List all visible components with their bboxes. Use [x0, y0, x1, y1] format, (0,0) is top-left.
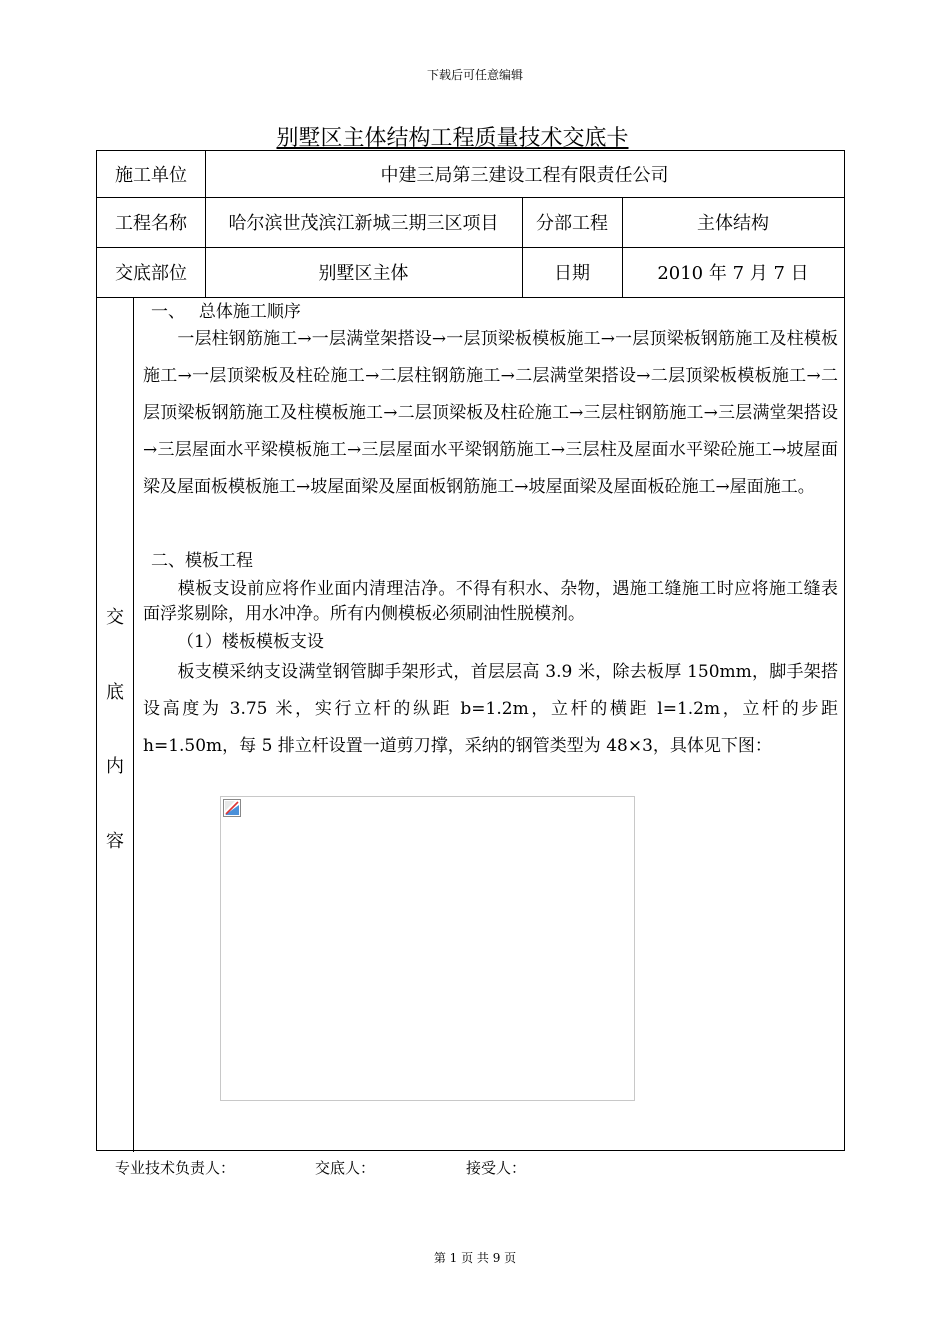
section2-text: 模板支设前应将作业面内清理洁净。不得有积水、杂物，遇施工缝施工时应将施工缝表面浮浆剔除，用水冲净。所有内侧模板必须刷油性脱模剂。: [143, 579, 838, 624]
tech-lead-signature: 专业技术负责人：: [115, 1159, 236, 1177]
sub-project-value: 主体结构: [697, 213, 769, 234]
date-label: 日期: [554, 263, 590, 284]
section2-heading: 二、模板工程: [151, 551, 253, 571]
side-label-char: 交: [106, 607, 124, 628]
side-label-char: 底: [106, 682, 124, 703]
header-note: 下载后可任意编辑: [426, 68, 523, 82]
section1-text: 一层柱钢筋施工→一层满堂架搭设→一层顶梁板模板施工→一层顶梁板钢筋施工及柱模板施工→一层顶梁板及柱砼施工→二层柱钢筋施工→二层满堂架搭设→二层顶梁板模板施工→二层顶梁板钢筋施工及柱模板施工→二层顶梁板及柱砼施工→三层柱钢筋施工→三层满堂架搭设→三层屋面水平梁模板施工→三层屋面水平梁钢筋施工→三层柱及屋面水平梁砼施工→坡屋面梁及屋面板模板施工→坡屋面梁及屋面板钢筋施工→坡屋面梁及屋面板砼施工→屋面施工。: [143, 329, 838, 497]
disclosure-table: [96, 150, 845, 1151]
sub-project-label: 分部工程: [536, 213, 608, 234]
page-title: 别墅区主体结构工程质量技术交底卡: [276, 126, 629, 151]
project-name-label: 工程名称: [115, 213, 187, 234]
discloser-signature: 交底人：: [315, 1159, 376, 1177]
receiver-signature: 接受人：: [466, 1159, 527, 1177]
page-number: 第 1 页 共 9 页: [433, 1251, 517, 1265]
section1-heading: 一、 总体施工顺序: [151, 302, 301, 322]
side-label-char: 内: [106, 756, 124, 777]
broken-image-icon: [223, 799, 241, 817]
side-label-char: 容: [106, 831, 124, 852]
sub1-heading: （1）楼板模板支设: [177, 632, 324, 652]
disclosure-part-label: 交底部位: [115, 263, 187, 284]
construction-unit-value: 中建三局第三建设工程有限责任公司: [380, 165, 669, 186]
figure-placeholder: [220, 796, 635, 1101]
project-name-value: 哈尔滨世茂滨江新城三期三区项目: [228, 213, 499, 234]
date-value: 2010 年 7 月 7 日: [657, 263, 809, 284]
disclosure-part-value: 别墅区主体: [318, 263, 409, 284]
construction-unit-label: 施工单位: [115, 165, 187, 186]
sub1-text: 板支模采纳支设满堂钢管脚手架形式，首层层高 3.9 米，除去板厚 150mm，脚手架搭设高度为 3.75 米，实行立杆的纵距 b=1.2m，立杆的横距 l=1.2m，立杆的步距 h=1.50m，每 5 排立杆设置一道剪刀撑，采纳的钢管类型为 48×3，具体见下图：: [143, 662, 838, 756]
